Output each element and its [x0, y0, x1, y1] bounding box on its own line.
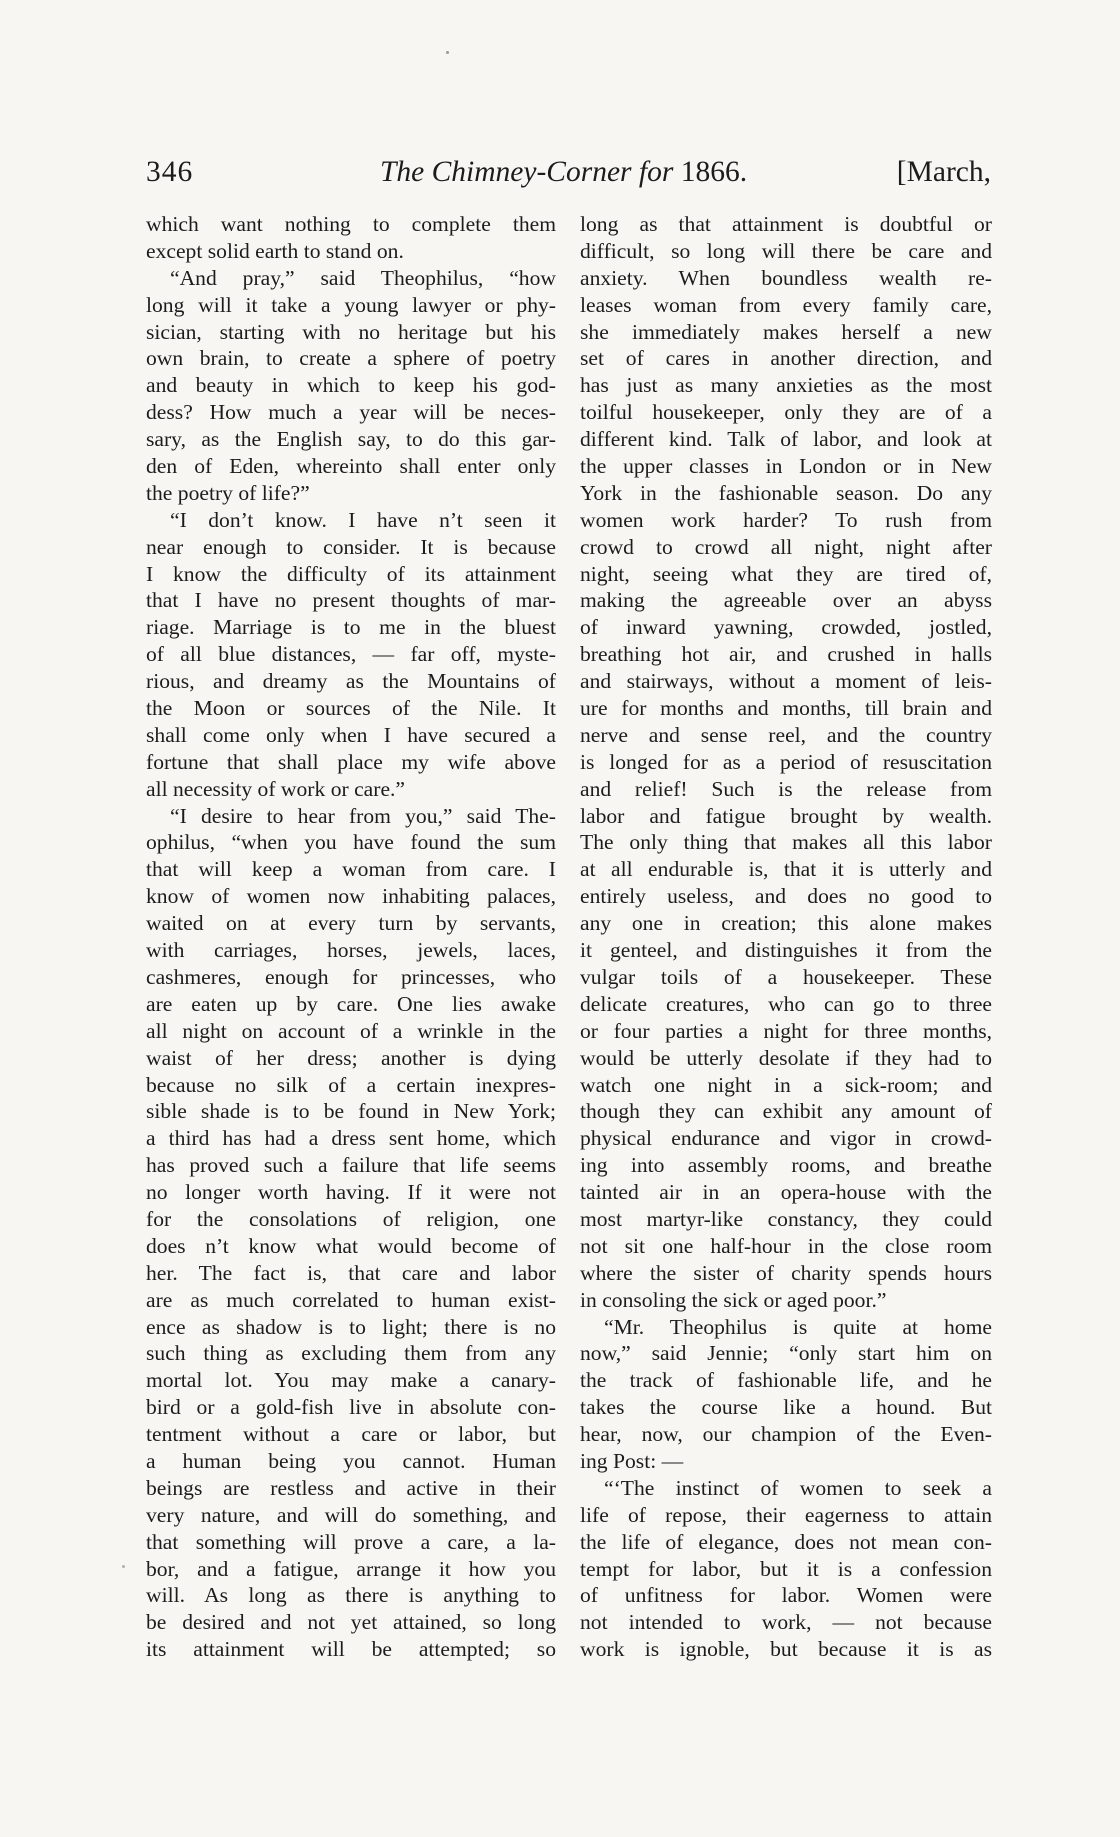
text-line: has just as many anxieties as the most [580, 373, 992, 398]
text-line: bird or a gold-fish live in absolute con- [146, 1395, 556, 1420]
text-line: it genteel, and distinguishes it from the [580, 938, 992, 963]
text-line: the poetry of life?” [146, 480, 310, 505]
text-line: waist of her dress; another is dying [146, 1045, 556, 1070]
text-line: ence as shadow is to light; there is no [146, 1314, 556, 1339]
text-line: hear, now, our champion of the Even- [580, 1422, 992, 1447]
text-line: ophilus, “when you have found the sum [146, 830, 556, 855]
text-line: at all endurable is, that it is utterly and [580, 857, 992, 882]
text-line: mortal lot. You may make a canary- [146, 1368, 556, 1393]
text-line: the life of elegance, does not mean con- [580, 1529, 992, 1554]
text-line: or four parties a night for three months, [580, 1018, 992, 1043]
text-line: tentment without a care or labor, but [146, 1422, 556, 1447]
text-line: that I have no present thoughts of mar- [146, 588, 556, 613]
text-line: labor and fatigue brought by wealth. [580, 803, 992, 828]
left-column [146, 211, 556, 1663]
text-line: of all blue distances, — far off, myste- [146, 642, 556, 667]
text-line: the Moon or sources of the Nile. It [146, 696, 556, 721]
text-line: such thing as excluding them from any [146, 1341, 556, 1366]
text-line: toilful housekeeper, only they are of a [580, 400, 992, 425]
text-line: York in the fashionable season. Do any [580, 480, 992, 505]
text-line: which want nothing to complete them [146, 212, 556, 236]
text-line: ure for months and months, till brain and [580, 696, 992, 721]
text-line: of unfitness for labor. Women were [580, 1583, 992, 1608]
text-line: I know the difficulty of its attainment [146, 561, 556, 586]
text-line: own brain, to create a sphere of poetry [146, 346, 556, 371]
text-line: the track of fashionable life, and he [580, 1368, 992, 1393]
text-line: its attainment will be attempted; so [146, 1637, 556, 1662]
text-line: sary, as the English say, to do this gar- [146, 427, 556, 452]
text-line: all night on account of a wrinkle in the [146, 1018, 556, 1043]
text-line: leases woman from every family care, [580, 292, 992, 317]
text-line: delicate creatures, who can go to three [580, 991, 992, 1016]
text-line: den of Eden, whereinto shall enter only [146, 454, 556, 479]
text-line: dess? How much a year will be neces- [146, 400, 556, 425]
text-line: nerve and sense reel, and the country [580, 722, 992, 747]
text-line: of inward yawning, crowded, jostled, [580, 615, 992, 640]
text-line: physical endurance and vigor in crowd- [580, 1126, 992, 1151]
text-line: tainted air in an opera-house with the [580, 1180, 992, 1205]
text-line: long as that attainment is doubtful or [580, 212, 992, 236]
page-number: 346 [146, 156, 194, 188]
text-line: sician, starting with no heritage but his [146, 319, 556, 344]
text-line: fortune that shall place my wife above [146, 749, 556, 774]
text-line: long will it take a young lawyer or phy- [146, 292, 556, 317]
text-line: ing Post: — [580, 1448, 684, 1473]
text-line: all necessity of work or care.” [146, 776, 406, 801]
text-line: waited on at every turn by servants, [146, 911, 556, 936]
text-line: “‘The instinct of women to seek a [604, 1475, 992, 1500]
text-line: beings are restless and active in their [146, 1475, 556, 1500]
text-line: a third has had a dress sent home, which [146, 1126, 556, 1151]
text-line: shall come only when I have secured a [146, 722, 556, 747]
text-line: where the sister of charity spends hours [580, 1260, 992, 1285]
text-line: that will keep a woman from care. I [146, 857, 556, 882]
text-line: are as much correlated to human exist- [146, 1287, 556, 1312]
text-line: bor, and a fatigue, arrange it how you [146, 1556, 556, 1581]
text-line: women work harder? To rush from [580, 507, 992, 532]
text-line: would be utterly desolate if they had to [580, 1045, 992, 1070]
text-line: with carriages, horses, jewels, laces, [146, 938, 556, 963]
text-line: anxiety. When boundless wealth re- [580, 265, 992, 290]
print-speck [446, 51, 449, 54]
text-line: tempt for labor, but it is a confession [580, 1556, 992, 1581]
text-line: not intended to work, — not because [580, 1610, 992, 1635]
right-column [580, 211, 992, 1663]
text-line: The only thing that makes all this labor [580, 830, 992, 855]
text-line: ing into assembly rooms, and breathe [580, 1153, 992, 1178]
text-line: life of repose, their eagerness to attain [580, 1502, 992, 1527]
text-line: “And pray,” said Theophilus, “how [170, 265, 556, 290]
text-line: because no silk of a certain inexpres- [146, 1072, 556, 1097]
text-line: vulgar toils of a housekeeper. These [580, 964, 992, 989]
text-line: will. As long as there is anything to [146, 1583, 556, 1608]
text-line: difficult, so long will there be care and [580, 238, 992, 263]
text-line: is longed for as a period of resuscitation [580, 749, 992, 774]
text-line: except solid earth to stand on. [146, 238, 404, 263]
text-line: now,” said Jennie; “only start him on [580, 1341, 992, 1366]
text-line: entirely useless, and does no good to [580, 884, 992, 909]
text-line: and relief! Such is the release from [580, 776, 992, 801]
text-line: she immediately makes herself a new [580, 319, 992, 344]
text-line: for the consolations of religion, one [146, 1206, 556, 1231]
text-line: are eaten up by care. One lies awake [146, 991, 556, 1016]
text-line: takes the course like a hound. But [580, 1395, 992, 1420]
text-line: “I don’t know. I have n’t seen it [170, 507, 556, 532]
text-line: that something will prove a care, a la- [146, 1529, 556, 1554]
text-line: watch one night in a sick-room; and [580, 1072, 992, 1097]
text-line: and beauty in which to keep his god- [146, 373, 556, 398]
text-line: rious, and dreamy as the Mountains of [146, 669, 556, 694]
text-line: work is ignoble, but because it is as [580, 1637, 992, 1662]
text-line: any one in creation; this alone makes [580, 911, 992, 936]
text-line: in consoling the sick or aged poor.” [580, 1287, 887, 1312]
running-title [380, 156, 747, 189]
text-line: “I desire to hear from you,” said The- [170, 803, 556, 828]
text-line: breathing hot air, and crushed in halls [580, 642, 992, 667]
running-title-year: 1866. [680, 156, 748, 188]
text-line: know of women now inhabiting palaces, [146, 884, 556, 909]
running-title-text: The Chimney-Corner for [380, 156, 674, 188]
text-line: near enough to consider. It is because [146, 534, 556, 559]
text-line: most martyr-like constancy, they could [580, 1206, 992, 1231]
text-line: though they can exhibit any amount of [580, 1099, 992, 1124]
text-line: making the agreeable over an abyss [580, 588, 992, 613]
text-line: no longer worth having. If it were not [146, 1180, 556, 1205]
text-line: and stairways, without a moment of leis- [580, 669, 992, 694]
text-line: crowd to crowd all night, night after [580, 534, 992, 559]
text-line: has proved such a failure that life seems [146, 1153, 556, 1178]
text-line: very nature, and will do something, and [146, 1502, 556, 1527]
text-line: night, seeing what they are tired of, [580, 561, 992, 586]
text-line: set of cares in another direction, and [580, 346, 992, 371]
text-line: her. The fact is, that care and labor [146, 1260, 556, 1285]
text-line: cashmeres, enough for princesses, who [146, 964, 556, 989]
text-line: different kind. Talk of labor, and look at [580, 427, 992, 452]
text-line: the upper classes in London or in New [580, 454, 992, 479]
text-line: not sit one half-hour in the close room [580, 1233, 992, 1258]
text-line: be desired and not yet attained, so long [146, 1610, 556, 1635]
text-line: a human being you cannot. Human [146, 1448, 556, 1473]
text-line: does n’t know what would become of [146, 1233, 556, 1258]
print-speck [122, 1565, 125, 1568]
text-line: “Mr. Theophilus is quite at home [604, 1314, 992, 1339]
running-month: [March, [896, 156, 991, 188]
text-line: riage. Marriage is to me in the bluest [146, 615, 556, 640]
running-header [146, 150, 991, 200]
text-line: sible shade is to be found in New York; [146, 1099, 556, 1124]
